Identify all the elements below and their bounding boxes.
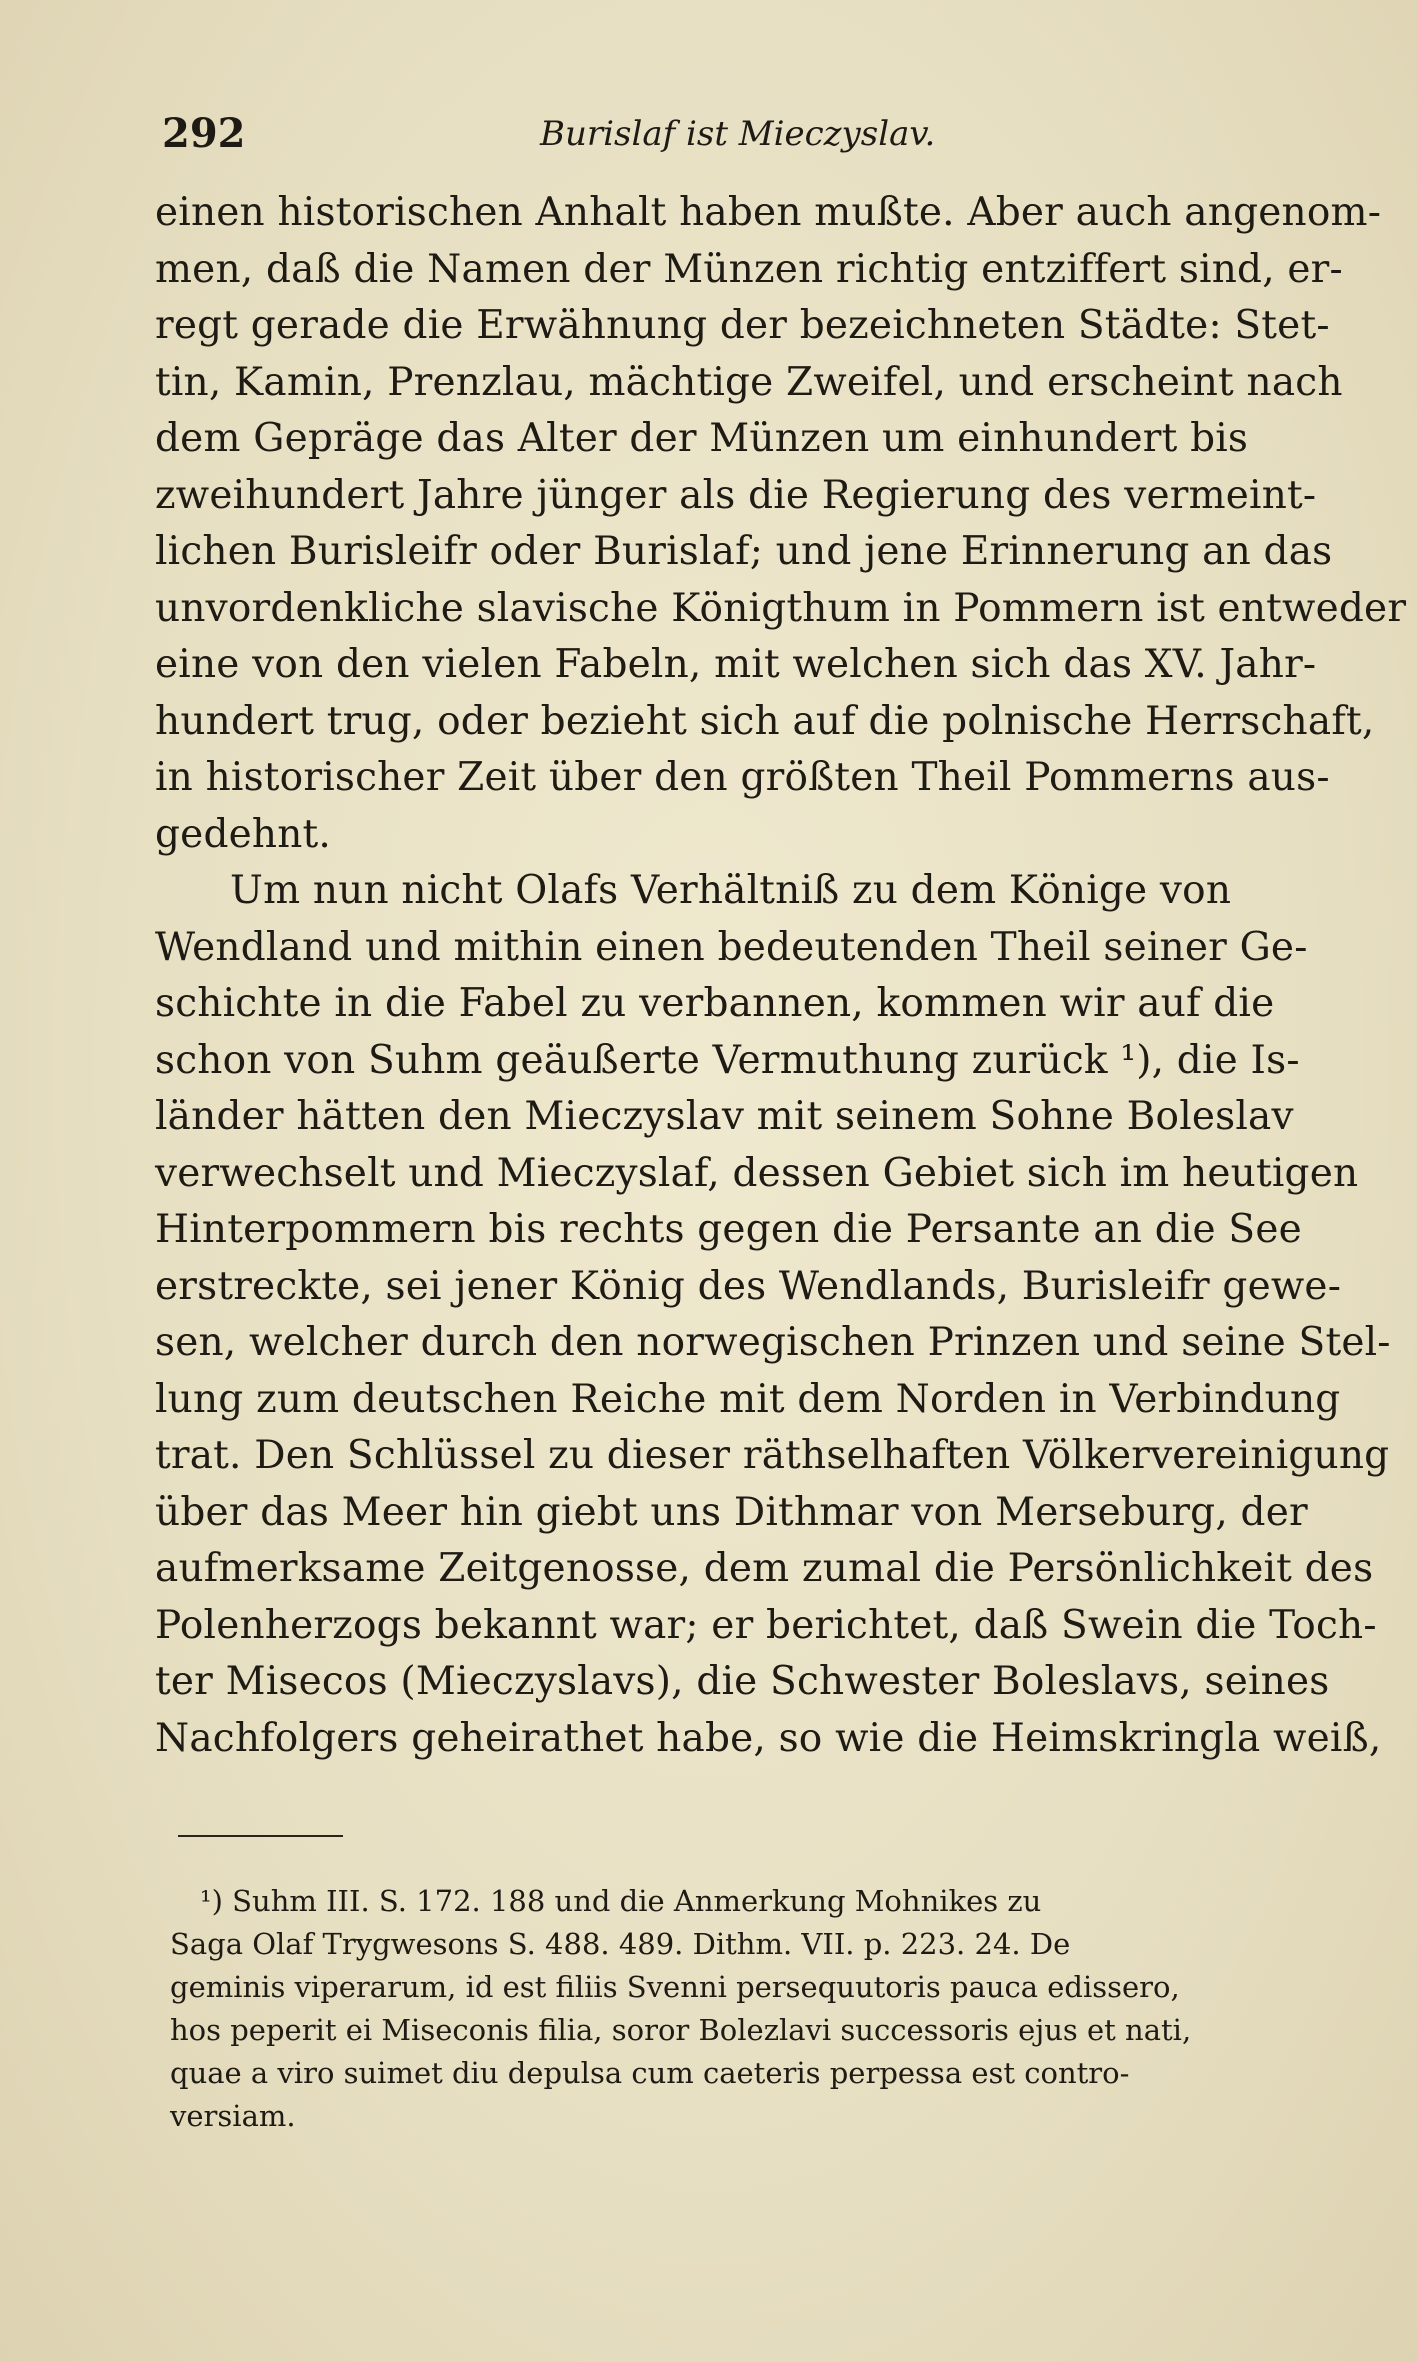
text-line: Wendland und mithin einen bedeutenden Theil seiner Ge- xyxy=(155,924,1308,970)
footnote-line: hos peperit ei Miseconis filia, soror Bolezlavi successoris ejus et nati, xyxy=(170,2013,1192,2047)
text-line: sen, welcher durch den norwegischen Prinzen und seine Stel- xyxy=(155,1320,1391,1365)
body-text xyxy=(155,185,1407,1767)
paragraph-start-line: Um nun nicht Olafs Verhältniß zu dem Könige von xyxy=(230,868,1232,913)
text-line: Nachfolgers geheirathet habe, so wie die Heimskringla weiß, xyxy=(155,1715,1382,1761)
text-line: unvordenkliche slavische Königthum in Pommern ist entweder xyxy=(155,585,1407,631)
text-line: schichte in die Fabel zu verbannen, kommen wir auf die xyxy=(155,981,1275,1026)
text-line: in historischer Zeit über den größten Theil Pommerns aus- xyxy=(155,755,1330,800)
text-line: gedehnt. xyxy=(155,811,331,857)
text-line: erstreckte, sei jener König des Wendlands, Burisleifr gewe- xyxy=(155,1263,1342,1309)
page-number: 292 xyxy=(162,110,246,157)
text-line: trat. Den Schlüssel zu dieser räthselhaften Völkervereinigung xyxy=(155,1433,1390,1478)
text-line: men, daß die Namen der Münzen richtig entziffert sind, er- xyxy=(155,246,1343,292)
footnote-line: ¹) Suhm III. S. 172. 188 und die Anmerkung Mohnikes zu xyxy=(200,1884,1042,1918)
text-line: über das Meer hin giebt uns Dithmar von Merseburg, der xyxy=(155,1489,1308,1535)
text-line: Polenherzogs bekannt war; er berichtet, daß Swein die Toch- xyxy=(155,1602,1377,1648)
text-line: aufmerksame Zeitgenosse, dem zumal die Persönlichkeit des xyxy=(155,1546,1374,1591)
text-line: eine von den vielen Fabeln, mit welchen sich das XV. Jahr- xyxy=(155,642,1317,687)
text-line: tin, Kamin, Prenzlau, mächtige Zweifel, und erscheint nach xyxy=(155,359,1343,405)
text-line: länder hätten den Mieczyslav mit seinem Sohne Boleslav xyxy=(155,1094,1294,1139)
footnotes xyxy=(170,1880,1300,2138)
text-line: dem Gepräge das Alter der Münzen um einhundert bis xyxy=(155,416,1249,461)
text-line: verwechselt und Mieczyslaf, dessen Gebiet sich im heutigen xyxy=(155,1150,1359,1196)
text-line: lichen Burisleifr oder Burislaf; und jene Erinnerung an das xyxy=(155,529,1333,574)
text-line: Hinterpommern bis rechts gegen die Persante an die See xyxy=(155,1207,1302,1252)
footnote-line: Saga Olaf Trygwesons S. 488. 489. Dithm. VII. p. 223. 24. De xyxy=(170,1927,1071,1961)
footnote-line: geminis viperarum, id est filiis Svenni persequutoris pauca edissero, xyxy=(170,1970,1180,2004)
footnote-line: quae a viro suimet diu depulsa cum caeteris perpessa est contro- xyxy=(170,2056,1130,2090)
text-line: hundert trug, oder bezieht sich auf die polnische Herrschaft, xyxy=(155,698,1375,744)
text-line: lung zum deutschen Reiche mit dem Norden in Verbindung xyxy=(155,1376,1341,1422)
running-title: Burislaf ist Mieczyslav. xyxy=(540,114,936,154)
page-header xyxy=(160,110,1280,158)
footnote-separator xyxy=(178,1835,343,1837)
text-line: zweihundert Jahre jünger als die Regierung des vermeint- xyxy=(155,472,1317,518)
footnote-line: versiam. xyxy=(170,2099,296,2133)
text-line: ter Misecos (Mieczyslavs), die Schwester Boleslavs, seines xyxy=(155,1659,1330,1704)
text-line: regt gerade die Erwähnung der bezeichneten Städte: Stet- xyxy=(155,303,1330,348)
text-line: einen historischen Anhalt haben mußte. Aber auch angenom- xyxy=(155,190,1382,235)
text-line: schon von Suhm geäußerte Vermuthung zurück ¹), die Is- xyxy=(155,1037,1300,1083)
